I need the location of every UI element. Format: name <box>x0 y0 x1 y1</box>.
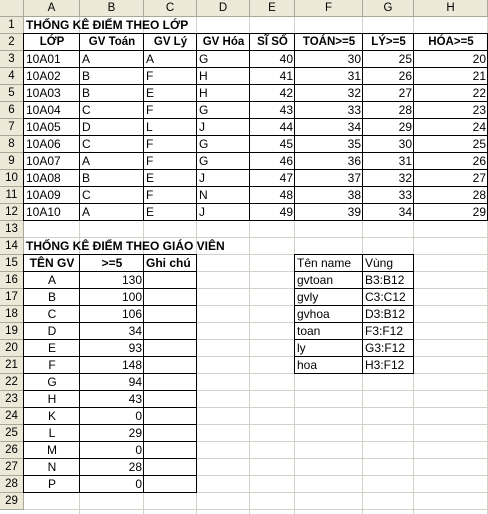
column-header-h[interactable]: H <box>414 0 488 17</box>
row-header-3[interactable]: 3 <box>0 51 24 68</box>
row-header-17[interactable]: 17 <box>0 289 24 306</box>
table1-cell[interactable]: A <box>82 52 91 66</box>
table1-header-0[interactable]: LỚP <box>39 36 65 48</box>
table2-cell[interactable]: 106 <box>121 307 142 321</box>
row-header-26[interactable]: 26 <box>0 442 24 459</box>
table1-cell[interactable]: 10A07 <box>26 154 61 168</box>
table1-cell[interactable]: A <box>82 205 91 219</box>
table1-cell[interactable]: 46 <box>279 154 293 168</box>
table2-cell[interactable]: F <box>48 358 56 372</box>
table1-cell[interactable]: E <box>146 86 155 100</box>
table2-cell[interactable]: 34 <box>128 324 142 338</box>
table1-cell[interactable]: 34 <box>398 205 412 219</box>
table2-title[interactable]: THỐNG KÊ ĐIỂM THEO GIÁO VIÊN <box>26 239 225 253</box>
table1-cell[interactable]: E <box>146 171 155 185</box>
table1-cell[interactable]: 26 <box>472 154 486 168</box>
table1-cell[interactable]: 43 <box>279 103 293 117</box>
table1-cell[interactable]: 27 <box>398 86 412 100</box>
table1-cell[interactable]: 29 <box>472 205 486 219</box>
table1-cell[interactable]: 10A10 <box>26 205 61 219</box>
table1-cell[interactable]: 10A06 <box>26 137 61 151</box>
table2-cell[interactable]: 29 <box>128 426 142 440</box>
row-header-5[interactable]: 5 <box>0 85 24 102</box>
table2-cell[interactable]: 93 <box>128 341 142 355</box>
names-header-1[interactable]: Vùng <box>365 256 394 270</box>
table1-cell[interactable]: 28 <box>398 103 412 117</box>
table1-cell[interactable]: 33 <box>347 103 361 117</box>
row-header-22[interactable]: 22 <box>0 374 24 391</box>
row-header-1[interactable]: 1 <box>0 17 24 34</box>
select-all-corner[interactable] <box>0 0 24 17</box>
row-header-18[interactable]: 18 <box>0 306 24 323</box>
table1-header-3[interactable]: GV Hóa <box>202 36 245 48</box>
table1-header-4[interactable]: SĨ SỐ <box>257 36 288 48</box>
column-header-e[interactable]: E <box>250 0 295 17</box>
table1-cell[interactable]: H <box>199 86 208 100</box>
table1-cell[interactable]: 39 <box>347 205 361 219</box>
table2-cell[interactable] <box>144 272 197 289</box>
table1-cell[interactable]: 48 <box>279 188 293 202</box>
table2-cell[interactable]: C <box>47 307 57 321</box>
table1-cell[interactable]: C <box>82 103 91 117</box>
column-header-g[interactable]: G <box>363 0 414 17</box>
table2-header-1[interactable]: >=5 <box>101 256 123 270</box>
table2-cell[interactable]: G <box>47 375 57 389</box>
table2-cell[interactable] <box>144 408 197 425</box>
row-header-20[interactable]: 20 <box>0 340 24 357</box>
table1-cell[interactable]: G <box>199 52 209 66</box>
table1-cell[interactable]: 27 <box>472 171 486 185</box>
row-header-12[interactable]: 12 <box>0 204 24 221</box>
table2-cell[interactable] <box>144 340 197 357</box>
table1-header-5[interactable]: TOÁN>=5 <box>302 36 356 48</box>
table2-cell[interactable] <box>144 391 197 408</box>
table1-cell[interactable]: 10A02 <box>26 69 61 83</box>
table1-cell[interactable]: F <box>146 154 154 168</box>
table1-cell[interactable]: 10A09 <box>26 188 61 202</box>
table1-cell[interactable]: G <box>199 103 209 117</box>
gridline-horizontal <box>24 509 488 510</box>
table1-cell[interactable]: 30 <box>347 52 361 66</box>
table2-cell[interactable]: E <box>47 341 56 355</box>
table2-cell[interactable]: D <box>47 324 57 338</box>
row-header-16[interactable]: 16 <box>0 272 24 289</box>
table1-cell[interactable]: 38 <box>347 188 361 202</box>
names-cell[interactable]: gvly <box>297 290 319 304</box>
row-header-19[interactable]: 19 <box>0 323 24 340</box>
table1-cell[interactable]: B <box>82 69 91 83</box>
table1-cell[interactable]: H <box>199 69 208 83</box>
row-header-11[interactable]: 11 <box>0 187 24 204</box>
names-cell[interactable]: B3:B12 <box>365 273 405 287</box>
table1-cell[interactable]: 40 <box>279 52 293 66</box>
table2-cell[interactable]: 28 <box>128 460 142 474</box>
table1-cell[interactable]: 10A04 <box>26 103 61 117</box>
table1-cell[interactable]: 45 <box>279 137 293 151</box>
column-header-b[interactable]: B <box>80 0 144 17</box>
table2-cell[interactable]: 130 <box>121 273 142 287</box>
table1-cell[interactable]: 31 <box>347 69 361 83</box>
table2-cell[interactable]: K <box>47 409 56 423</box>
table1-title[interactable]: THỐNG KÊ ĐIỂM THEO LỚP <box>26 18 189 32</box>
table2-cell[interactable]: A <box>47 273 56 287</box>
table2-cell[interactable]: 148 <box>121 358 142 372</box>
table1-cell[interactable]: C <box>82 137 91 151</box>
table2-cell[interactable]: H <box>47 392 57 406</box>
table1-header-6[interactable]: LÝ>=5 <box>371 36 406 48</box>
table1-cell[interactable]: A <box>82 154 91 168</box>
table1-cell[interactable]: E <box>146 205 155 219</box>
table1-cell[interactable]: 20 <box>472 52 486 66</box>
table2-cell[interactable]: 100 <box>121 290 142 304</box>
table1-cell[interactable]: F <box>146 103 154 117</box>
table1-cell[interactable]: C <box>82 188 91 202</box>
column-header-f[interactable]: F <box>295 0 363 17</box>
table1-cell[interactable]: 41 <box>279 69 293 83</box>
names-cell[interactable]: C3:C12 <box>365 290 406 304</box>
row-header-2[interactable]: 2 <box>0 34 24 51</box>
table2-cell[interactable]: N <box>47 460 57 474</box>
table1-cell[interactable]: 24 <box>472 120 486 134</box>
table2-cell[interactable]: 0 <box>135 443 142 457</box>
column-header-c[interactable]: C <box>144 0 197 17</box>
table1-cell[interactable]: 32 <box>398 171 412 185</box>
table1-header-7[interactable]: HÓA>=5 <box>428 36 474 48</box>
table1-cell[interactable]: 36 <box>347 154 361 168</box>
table1-cell[interactable]: 47 <box>279 171 293 185</box>
table2-cell[interactable] <box>144 323 197 340</box>
table1-cell[interactable]: 31 <box>398 154 412 168</box>
table2-header-2[interactable]: Ghi chú <box>146 256 191 270</box>
row-header-13[interactable]: 13 <box>0 221 24 238</box>
row-header-6[interactable]: 6 <box>0 102 24 119</box>
table2-cell[interactable]: B <box>47 290 56 304</box>
table1-cell[interactable]: 42 <box>279 86 293 100</box>
table1-cell[interactable]: 32 <box>347 86 361 100</box>
names-cell[interactable]: toan <box>297 324 321 338</box>
table1-cell[interactable]: J <box>199 171 205 185</box>
table1-cell[interactable]: L <box>146 120 153 134</box>
table2-header-0[interactable]: TÊN GV <box>29 256 75 270</box>
table1-cell[interactable]: 28 <box>472 188 486 202</box>
row-header-24[interactable]: 24 <box>0 408 24 425</box>
table2-cell[interactable] <box>144 459 197 476</box>
names-cell[interactable]: hoa <box>297 358 318 372</box>
table1-cell[interactable]: 10A08 <box>26 171 61 185</box>
names-cell[interactable]: H3:F12 <box>365 358 405 372</box>
table1-cell[interactable]: D <box>82 120 91 134</box>
table1-cell[interactable]: N <box>199 188 208 202</box>
table2-cell[interactable] <box>144 357 197 374</box>
table1-cell[interactable]: 25 <box>472 137 486 151</box>
row-header-27[interactable]: 27 <box>0 459 24 476</box>
row-header-23[interactable]: 23 <box>0 391 24 408</box>
table1-cell[interactable]: 10A01 <box>26 52 61 66</box>
row-header-29[interactable]: 29 <box>0 493 24 510</box>
table1-cell[interactable]: J <box>199 120 205 134</box>
table1-cell[interactable]: G <box>199 137 209 151</box>
table1-cell[interactable]: 10A05 <box>26 120 61 134</box>
table1-cell[interactable]: 10A03 <box>26 86 61 100</box>
table2-cell[interactable] <box>144 425 197 442</box>
names-cell[interactable]: gvtoan <box>297 273 334 287</box>
table2-cell[interactable] <box>144 442 197 459</box>
table2-cell[interactable]: L <box>48 426 56 440</box>
row-header-8[interactable]: 8 <box>0 136 24 153</box>
names-cell[interactable]: ly <box>297 341 306 355</box>
names-cell[interactable]: G3:F12 <box>365 341 406 355</box>
table2-cell[interactable]: M <box>47 443 57 457</box>
table2-cell[interactable] <box>144 476 197 493</box>
column-header-a[interactable]: A <box>24 0 80 17</box>
table1-cell[interactable]: 44 <box>279 120 293 134</box>
table1-cell[interactable]: 21 <box>472 69 486 83</box>
row-header-9[interactable]: 9 <box>0 153 24 170</box>
table2-cell[interactable]: 94 <box>128 375 142 389</box>
row-header-14[interactable]: 14 <box>0 238 24 255</box>
row-header-25[interactable]: 25 <box>0 425 24 442</box>
table2-cell[interactable]: P <box>47 477 56 491</box>
table1-cell[interactable]: 34 <box>347 120 361 134</box>
row-header-21[interactable]: 21 <box>0 357 24 374</box>
table1-cell[interactable]: 25 <box>398 52 412 66</box>
table1-cell[interactable]: B <box>82 86 91 100</box>
table1-cell[interactable]: F <box>146 69 154 83</box>
table1-cell[interactable]: F <box>146 137 154 151</box>
table2-cell[interactable] <box>144 306 197 323</box>
table1-cell[interactable]: 49 <box>279 205 293 219</box>
table1-cell[interactable]: 35 <box>347 137 361 151</box>
table1-cell[interactable]: 37 <box>347 171 361 185</box>
row-header-28[interactable]: 28 <box>0 476 24 493</box>
row-header-7[interactable]: 7 <box>0 119 24 136</box>
table1-cell[interactable]: G <box>199 154 209 168</box>
table2-cell[interactable] <box>144 289 197 306</box>
table1-cell[interactable]: 23 <box>472 103 486 117</box>
names-cell[interactable]: F3:F12 <box>365 324 404 338</box>
table1-header-2[interactable]: GV Lý <box>153 36 188 48</box>
table1-cell[interactable]: 29 <box>398 120 412 134</box>
table2-cell[interactable]: 0 <box>135 477 142 491</box>
names-cell[interactable]: gvhoa <box>297 307 330 321</box>
table2-cell[interactable]: 0 <box>135 409 142 423</box>
table1-cell[interactable]: 26 <box>398 69 412 83</box>
table1-header-1[interactable]: GV Toán <box>88 36 136 48</box>
table1-cell[interactable]: F <box>146 188 154 202</box>
table1-cell[interactable]: A <box>146 52 155 66</box>
table2-cell[interactable]: 43 <box>128 392 142 406</box>
table1-cell[interactable]: 33 <box>398 188 412 202</box>
row-header-4[interactable]: 4 <box>0 68 24 85</box>
names-cell[interactable]: D3:B12 <box>365 307 406 321</box>
table1-cell[interactable]: 22 <box>472 86 486 100</box>
table1-cell[interactable]: 30 <box>398 137 412 151</box>
table1-cell[interactable]: J <box>199 205 205 219</box>
column-header-d[interactable]: D <box>197 0 250 17</box>
table2-cell[interactable] <box>144 374 197 391</box>
row-header-15[interactable]: 15 <box>0 255 24 272</box>
table1-cell[interactable]: B <box>82 171 91 185</box>
row-header-10[interactable]: 10 <box>0 170 24 187</box>
names-header-0[interactable]: Tên name <box>297 256 352 270</box>
